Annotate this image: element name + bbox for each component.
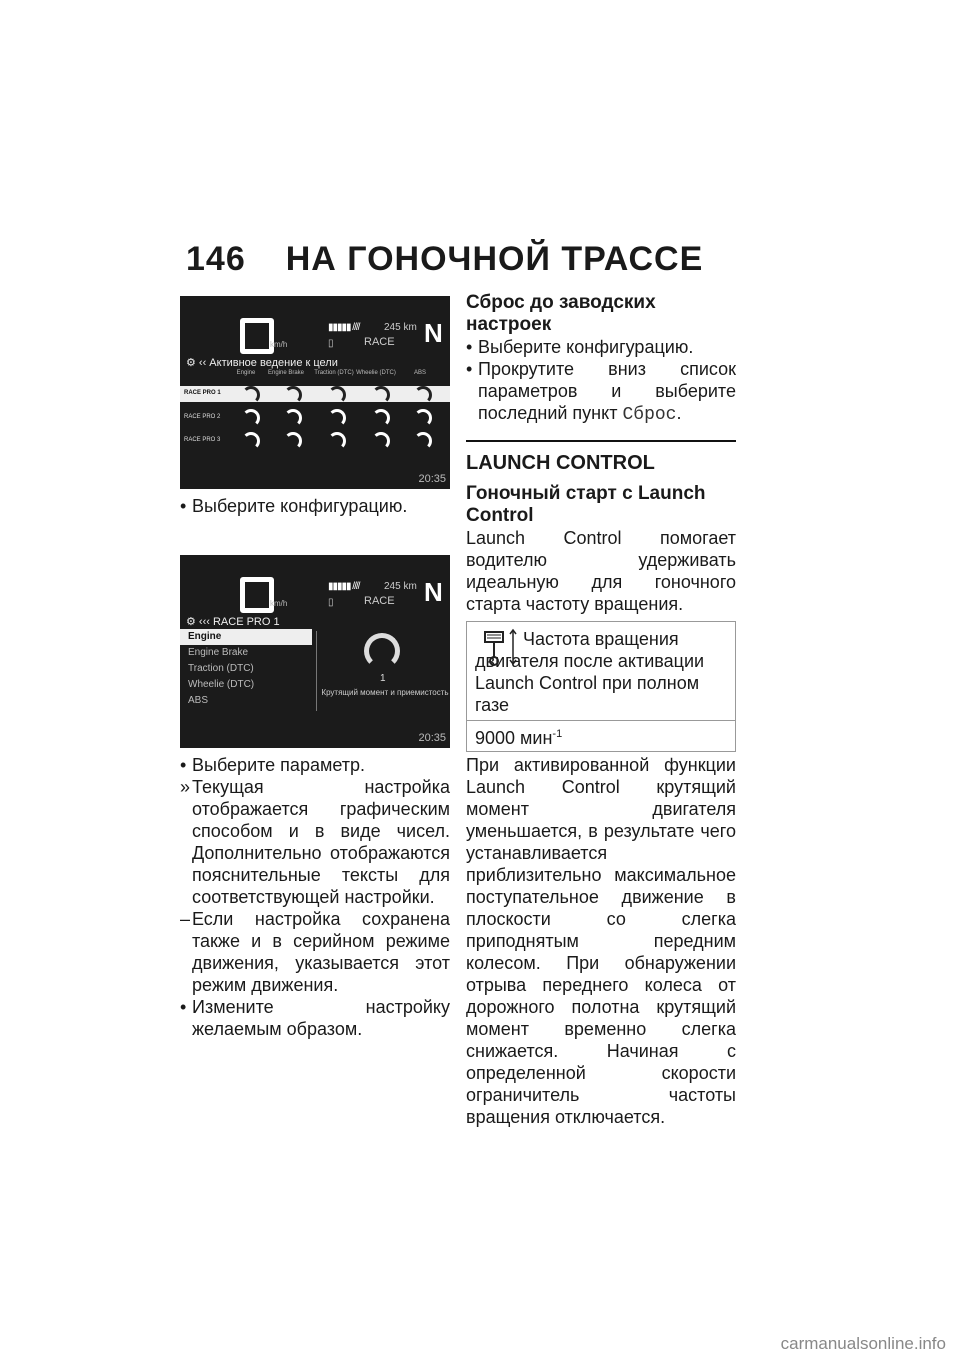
gauge-icon [328,386,346,404]
engine-piston-icon [481,628,525,668]
gauge-icon [242,432,260,450]
clock: 20:35 [418,473,446,485]
gauge-icon [242,409,260,427]
list-item [466,358,736,426]
divider [316,631,317,711]
reset-heading: Сброс до заводских настроек [466,292,656,335]
dial-value: 1 [380,673,386,684]
gear-indicator: N [424,318,443,348]
watermark: carmanualsonline.info [780,1334,946,1353]
menu-item-engine-brake[interactable]: Engine Brake [188,647,249,658]
gauge-icon [414,409,432,427]
gauge-icon [328,409,346,427]
list-item [180,996,450,1040]
gauge-icon [414,432,432,450]
gauge-icon [414,386,432,404]
caption-select-config [180,495,450,517]
list-item-text: Текущая настройка отображается графическим способом и в виде чисел. Дополнительно отображаются пояснительные тексты для соответствующей настройки. [192,777,450,907]
menu-code-reset: Сброс [622,405,677,425]
list-marker: – [180,909,191,929]
list-item-text: Если настройка сохранена также и в серийном режиме движения, указывается этот режим движения. [192,909,450,995]
spec-table-label-row [467,622,735,720]
menu-item-abs[interactable]: ABS [188,695,209,706]
dashboard-screen-parameter [180,555,450,748]
gear-indicator: N [424,577,443,607]
list-item [180,754,450,776]
gauge-icon [284,386,302,404]
row-label: RACE PRO 1 [184,390,221,396]
ride-mode: RACE [364,336,395,348]
body-paragraph: При активированной функции Launch Control крутящий момент двигателя уменьшается, в результате чего устанавливается приблизительно максимальное поступательное движение в плоскости со слегка приподнятым передним колесом. При обнаружении отрыва переднего колеса от дорожного полотна крутящий момент временно слегка снижается. Начиная с определенной скорости ограничитель частоты вращения отключается. [466,755,736,1127]
menu-item-traction[interactable]: Traction (DTC) [188,663,254,674]
dial-caption: Крутящий момент и приемистость [321,688,449,697]
spec-value-exponent: -1 [552,728,563,740]
nav-title-text: ‹‹ Активное ведение к цели [198,357,338,369]
list-item-text: Прокрутите вниз список параметров и выберите последний пункт [478,359,736,423]
torque-dial-icon [364,633,400,669]
intro-paragraph: Launch Control помогает водителю удерживать идеальную для гоночного старта частоту вращения. [466,528,736,614]
list-marker: • [466,337,473,357]
screen-nav-title: ⚙ ‹‹‹ RACE PRO 1 [186,616,280,628]
gauge-icon [284,432,302,450]
screen-nav-title: ⚙ ‹‹ Активное ведение к цели [186,357,338,369]
list-item-text: Выберите параметр. [192,755,366,775]
spec-value [467,720,735,751]
menu-item-wheelie[interactable]: Wheelie (DTC) [188,679,255,690]
gauge-icon [372,386,390,404]
config-row-selected[interactable] [180,386,450,402]
punctuation: . [676,403,682,423]
gauge-icon [328,432,346,450]
fuel-bars-icon: ▮▮▮▮▮ //// [328,581,360,592]
speed-unit: km/h [270,599,288,608]
instruction-list [180,754,450,1040]
gauge-icon [372,409,390,427]
subheading: Гоночный старт с Launch Control [466,483,706,526]
list-marker: • [466,359,473,379]
row-label: RACE PRO 3 [184,437,221,443]
column-header: Engine Brake [267,370,305,376]
spec-table [466,621,736,752]
range-readout: 245 km [384,581,417,592]
list-item-text: Измените настройку желаемым образом. [192,997,450,1039]
page-title: НА ГОНОЧНОЙ ТРАССЕ [285,240,704,278]
bullet-marker: • [180,496,187,516]
clock: 20:35 [418,732,446,744]
nav-title-text: ‹‹‹ RACE PRO 1 [198,616,280,628]
column-header: Engine [236,370,256,376]
gauge-icon [284,409,302,427]
caption-text: Выберите конфигурацию. [192,496,408,516]
list-item-text: Выберите конфигурацию. [478,337,694,357]
spec-value-text: 9000 мин [475,728,553,748]
section-title: LAUNCH CONTROL [466,440,736,475]
list-marker: • [180,755,187,775]
dashboard-screen-config [180,296,450,489]
gauge-icon [242,386,260,404]
menu-item-engine[interactable]: Engine [180,629,312,645]
list-item [180,776,450,908]
speed-digit-icon [240,318,274,354]
left-column [180,296,450,1040]
list-item [180,908,450,996]
gauge-icon [372,432,390,450]
row-label: RACE PRO 2 [184,414,221,420]
list-marker: » [180,777,191,797]
speed-unit: km/h [270,340,288,349]
fuel-icon: ▯ [328,597,334,608]
parameter-menu [180,629,312,709]
speed-digit-icon [240,577,274,613]
list-marker: • [180,997,187,1017]
column-header: ABS [413,370,426,376]
page-header [186,240,703,279]
fuel-icon: ▯ [328,338,334,349]
ride-mode: RACE [364,595,395,607]
column-header: Wheelie (DTC) [356,370,396,376]
column-header: Traction (DTC) [314,370,354,376]
fuel-bars-icon: ▮▮▮▮▮ //// [328,322,360,333]
spec-label: Частота вращения двигателя после активации Launch Control при полном газе [475,629,705,715]
page-number: 146 [186,240,246,278]
right-column [466,292,736,1128]
range-readout: 245 km [384,322,417,333]
list-item [466,336,736,358]
